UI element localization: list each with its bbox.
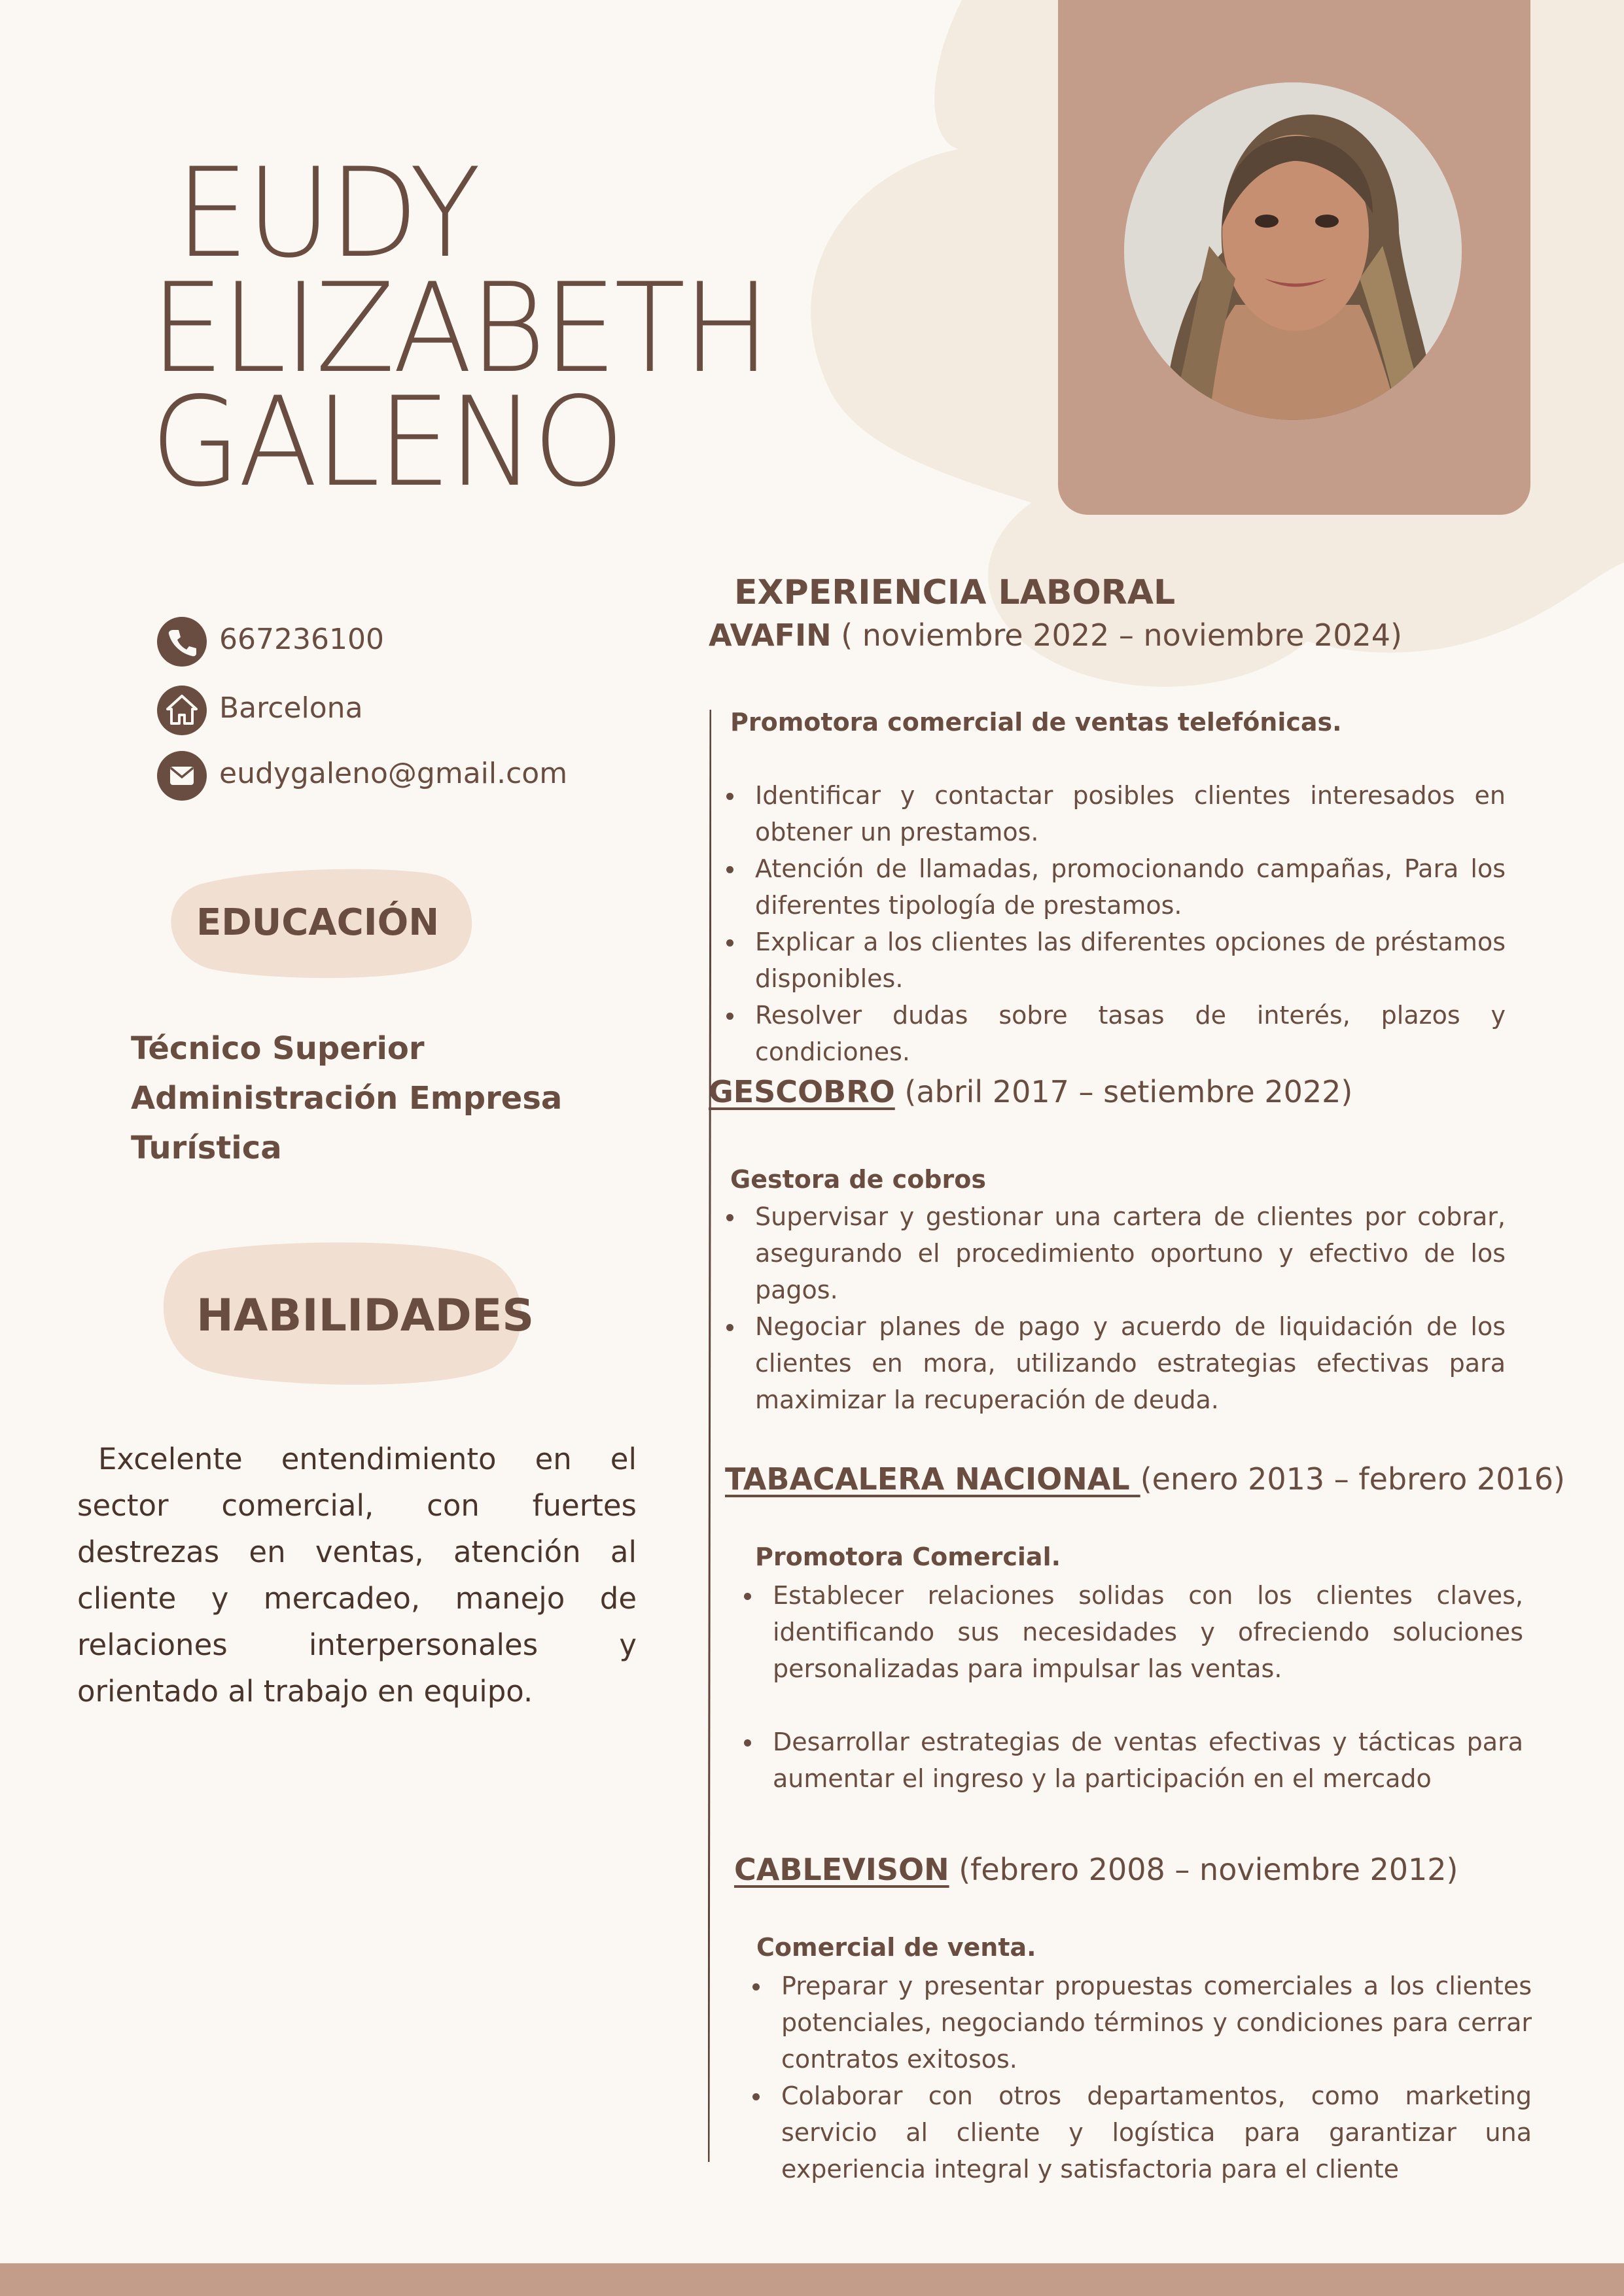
job-bullet: Explicar a los clientes las diferentes opciones de préstamos disponibles. — [724, 924, 1506, 997]
education-degree-line3: Turística — [131, 1130, 282, 1166]
education-degree-line2: Administración Empresa — [131, 1080, 563, 1117]
job-header — [709, 617, 1402, 653]
job-header — [709, 1074, 1352, 1109]
experience-title: EXPERIENCIA LABORAL — [734, 573, 1176, 612]
education-title: EDUCACIÓN — [196, 901, 440, 944]
timeline-line — [708, 710, 711, 2162]
job-bullet: Establecer relaciones solidas con los clientes claves, identificando sus necesidades y ofreciendo soluciones personalizadas para impulsar las ventas. — [741, 1577, 1523, 1687]
job-header — [734, 1852, 1458, 1887]
job-role: Gestora de cobros — [730, 1165, 986, 1194]
education-degree-line1: Técnico Superior — [131, 1030, 425, 1067]
job-header — [725, 1461, 1565, 1497]
email-link[interactable]: eudygaleno@gmail.com — [219, 757, 568, 790]
name-middle: ELIZABETH — [150, 256, 768, 400]
job-bullet: Colaborar con otros departamentos, como marketing servicio al cliente y logística para garantizar una experiencia integral y satisfactoria para el cliente — [750, 2078, 1532, 2187]
job-bullet: Negociar planes de pago y acuerdo de liquidación de los clientes en mora, utilizando estrategias efectivas para maximizar la recuperación de deuda. — [724, 1308, 1506, 1418]
skills-title: HABILIDADES — [196, 1290, 535, 1342]
job-bullets — [741, 1577, 1523, 1797]
job-role: Promotora Comercial. — [755, 1542, 1061, 1571]
job-dates: (abril 2017 – setiembre 2022) — [894, 1074, 1353, 1109]
home-icon — [157, 686, 207, 735]
job-bullets — [750, 1968, 1532, 2187]
job-role: Comercial de venta. — [756, 1933, 1036, 1962]
job-dates: ( noviembre 2022 – noviembre 2024) — [831, 617, 1402, 653]
job-bullet: Identificar y contactar posibles clientes interesados en obtener un prestamos. — [724, 777, 1506, 850]
phone-number: 667236100 — [219, 623, 384, 656]
job-dates: (enero 2013 – febrero 2016) — [1140, 1461, 1565, 1497]
name-first: EUDY — [175, 141, 478, 285]
job-bullet: Preparar y presentar propuestas comerciales a los clientes potenciales, negociando términos y condiciones para cerrar contratos exitosos. — [750, 1968, 1532, 2078]
footer-band — [0, 2263, 1624, 2296]
phone-icon — [157, 617, 207, 667]
job-bullets — [724, 1198, 1506, 1418]
job-bullet: Desarrollar estrategias de ventas efectivas y tácticas para aumentar el ingreso y la participación en el mercado — [741, 1724, 1523, 1797]
skills-text: Excelente entendimiento en el sector comercial, con fuertes destrezas en ventas, atención al cliente y mercadeo, manejo de relaciones interpersonales y orientado al trabajo en equipo. — [77, 1442, 637, 1709]
job-bullets — [724, 777, 1506, 1070]
job-bullet: Atención de llamadas, promocionando campañas, Para los diferentes tipología de prestamos. — [724, 850, 1506, 924]
job-company: CABLEVISON — [734, 1852, 949, 1887]
job-company: TABACALERA NACIONAL — [725, 1461, 1140, 1497]
profile-photo — [1124, 82, 1462, 420]
job-role: Promotora comercial de ventas telefónicas. — [730, 708, 1342, 737]
job-bullet: Resolver dudas sobre tasas de interés, plazos y condiciones. — [724, 997, 1506, 1070]
job-company: AVAFIN — [709, 617, 832, 653]
mail-icon — [157, 751, 207, 801]
city: Barcelona — [219, 691, 363, 725]
job-dates: (febrero 2008 – noviembre 2012) — [949, 1852, 1458, 1887]
name-last: GALENO — [150, 370, 622, 514]
education-degree — [131, 1024, 589, 1173]
job-bullet: Supervisar y gestionar una cartera de clientes por cobrar, asegurando el procedimiento oportuno y efectivo de los pagos. — [724, 1198, 1506, 1308]
job-company: GESCOBRO — [709, 1074, 895, 1109]
